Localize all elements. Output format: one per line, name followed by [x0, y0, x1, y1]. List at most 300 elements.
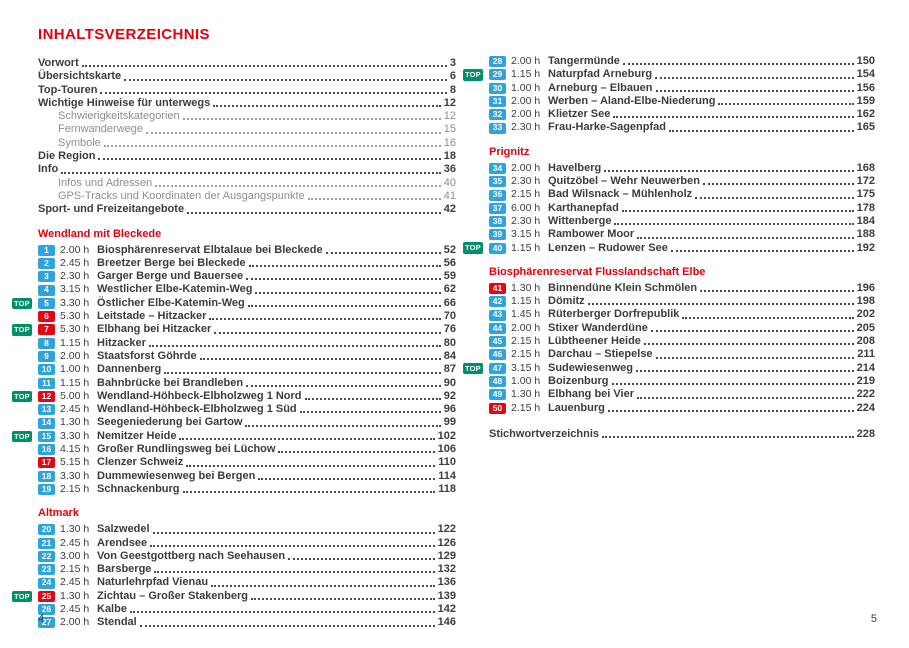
tour-duration: 2.00 h [511, 108, 541, 121]
tour-duration: 2.00 h [511, 94, 541, 107]
dot-leader [251, 598, 435, 600]
tour-page: 219 [856, 374, 875, 387]
tour-title: Arneburg – Elbauen [548, 81, 653, 94]
toc-entry [463, 68, 875, 81]
dot-leader [98, 158, 440, 160]
dot-leader [179, 438, 434, 440]
tour-number-badge: 44 [489, 323, 506, 334]
tour-duration: 1.30 h [60, 523, 90, 536]
tour-duration: 2.00 h [60, 243, 90, 256]
toc-entry [463, 215, 875, 228]
tour-duration: 2.30 h [511, 175, 541, 188]
tour-page: 80 [443, 336, 456, 349]
toc-entry [12, 257, 456, 270]
tour-title: Lauenburg [548, 401, 605, 414]
tour-page: 136 [437, 576, 456, 589]
toc-entry [463, 162, 875, 175]
toc-entry [463, 242, 875, 255]
tour-page: 192 [856, 241, 875, 254]
top-badge-slot [12, 391, 38, 403]
toc-entry [12, 456, 456, 469]
tour-number-badge: 21 [38, 538, 55, 549]
tour-duration: 2.00 h [60, 616, 90, 629]
toc-entry [12, 244, 456, 257]
toc-entry [12, 323, 456, 336]
tour-page: 205 [856, 321, 875, 334]
tour-title: Boizenburg [548, 374, 609, 387]
tour-number-badge: 47 [489, 363, 506, 374]
front-matter-entry [12, 203, 456, 216]
tour-title: Östlicher Elbe-Katemin-Weg [97, 296, 245, 309]
tour-duration: 1.30 h [60, 416, 90, 429]
tour-duration: 2.15 h [511, 348, 541, 361]
tour-title: Lübtheener Heide [548, 335, 641, 348]
tour-page: 165 [856, 121, 875, 134]
dot-leader [614, 223, 853, 225]
toc-entry [463, 188, 875, 201]
tour-duration: 5.30 h [60, 323, 90, 336]
tour-number-badge: 42 [489, 296, 506, 307]
tour-title: Nemitzer Heide [97, 429, 177, 442]
tour-title: Rüterberger Dorfrepublik [548, 308, 680, 321]
section-heading: Prignitz [489, 145, 530, 158]
tour-duration: 6.00 h [511, 201, 541, 214]
toc-entry [12, 377, 456, 390]
toc-entry [12, 443, 456, 456]
tour-number-badge: 23 [38, 564, 55, 575]
toc-entry [12, 270, 456, 283]
dot-leader [164, 372, 441, 374]
tour-number-badge: 35 [489, 176, 506, 187]
dot-leader [82, 65, 447, 67]
tour-page: 198 [856, 295, 875, 308]
tour-page: 154 [856, 68, 875, 81]
dot-leader [246, 385, 441, 387]
top-badge: TOP [14, 591, 30, 601]
toc-entry [463, 402, 875, 415]
page-title: INHALTSVERZEICHNIS [38, 26, 210, 43]
dot-leader [246, 278, 441, 280]
tour-title: Dannenberg [97, 363, 162, 376]
tour-title: Biosphärenreservat Elbtalaue bei Bleckede [97, 243, 323, 256]
top-badge: TOP [465, 243, 481, 253]
tour-title: Dömitz [548, 295, 585, 308]
tour-title: Frau-Harke-Sagenpfad [548, 121, 666, 134]
tour-title: Wendland-Höhbeck-Elbholzweg 1 Süd [97, 403, 297, 416]
tour-title: Tangermünde [548, 55, 620, 67]
toc-entry [12, 470, 456, 483]
entry-label: Infos und Adressen [58, 176, 153, 189]
dot-leader [186, 465, 435, 467]
tour-number-badge: 22 [38, 551, 55, 562]
tour-number-badge: 18 [38, 471, 55, 482]
tour-number-badge: 2 [38, 258, 55, 269]
toc-entry [12, 563, 456, 576]
tour-number-badge: 13 [38, 404, 55, 415]
tour-duration: 2.00 h [60, 349, 90, 362]
tour-page: 102 [437, 429, 456, 442]
top-badge-slot [463, 69, 489, 81]
dot-leader [209, 318, 440, 320]
front-matter-entry [12, 150, 456, 163]
entry-label: Fernwanderwege [58, 123, 143, 136]
top-badge: TOP [14, 325, 30, 335]
dot-leader [308, 198, 441, 200]
dot-leader [588, 303, 854, 305]
dot-leader [608, 410, 854, 412]
page-number-left: 4 [38, 613, 45, 625]
toc-entry [12, 416, 456, 429]
dot-leader [703, 183, 854, 185]
tour-duration: 2.30 h [511, 121, 541, 134]
tour-title: Schnackenburg [97, 482, 180, 495]
tour-page: 150 [856, 55, 875, 67]
tour-duration: 5.30 h [60, 310, 90, 323]
tour-duration: 3.30 h [60, 296, 90, 309]
tour-number-badge: 10 [38, 364, 55, 375]
dot-leader [671, 250, 854, 252]
tour-page: 62 [443, 283, 456, 296]
toc-entry [12, 576, 456, 589]
tour-number-badge: 46 [489, 349, 506, 360]
tour-number-badge: 19 [38, 484, 55, 495]
tour-duration: 2.30 h [511, 214, 541, 227]
tour-duration: 1.15 h [511, 68, 541, 81]
page-number-right: 5 [870, 613, 877, 625]
toc-entry [12, 390, 456, 403]
tour-duration: 1.00 h [60, 363, 90, 376]
dot-leader [183, 118, 441, 120]
tour-duration: 2.15 h [511, 188, 541, 201]
tour-duration: 1.30 h [511, 388, 541, 401]
tour-title: Elbhang bei Vier [548, 388, 634, 401]
toc-entry [463, 308, 875, 321]
dot-leader [669, 130, 854, 132]
toc-entry [12, 337, 456, 350]
tour-duration: 2.45 h [60, 403, 90, 416]
tour-page: 59 [443, 270, 456, 283]
tour-number-badge: 11 [38, 378, 55, 389]
tour-duration: 1.30 h [511, 281, 541, 294]
tour-number-badge: 41 [489, 283, 506, 294]
dot-leader [245, 425, 440, 427]
tour-title: Seegeniederung bei Gartow [97, 416, 243, 429]
toc-entry [12, 537, 456, 550]
tour-title: Großer Rundlingsweg bei Lüchow [97, 443, 276, 456]
entry-label: Stichwortverzeichnis [489, 427, 600, 440]
dot-leader [612, 383, 854, 385]
tour-title: Garger Berge und Bauersee [97, 270, 244, 283]
tour-duration: 3.30 h [60, 469, 90, 482]
tour-number-badge: 27 [38, 617, 55, 628]
tour-title: Clenzer Schweiz [97, 456, 184, 469]
tour-page: 175 [856, 188, 875, 201]
tour-title: Von Geestgottberg nach Seehausen [97, 549, 286, 562]
dot-leader [637, 397, 854, 399]
tour-page: 156 [856, 81, 875, 94]
right-page-column [463, 55, 875, 441]
entry-page: 18 [443, 150, 456, 163]
tour-duration: 1.15 h [511, 241, 541, 254]
top-badge: TOP [465, 70, 481, 80]
tour-duration: 4.15 h [60, 443, 90, 456]
tour-page: 84 [443, 349, 456, 362]
tour-duration: 1.45 h [511, 308, 541, 321]
front-matter-entry [12, 84, 456, 97]
dot-leader [155, 185, 441, 187]
section-heading: Altmark [38, 507, 79, 520]
toc-entry [463, 95, 875, 108]
tour-title: Staatsforst Göhrde [97, 349, 197, 362]
tour-page: 76 [443, 323, 456, 336]
tour-title: Kalbe [97, 602, 127, 615]
tour-title: Darchau – Stiepelse [548, 348, 653, 361]
tour-duration: 5.00 h [60, 389, 90, 402]
tour-title: Salzwedel [97, 523, 150, 536]
dot-leader [300, 411, 441, 413]
tour-title: Stixer Wanderdüne [548, 321, 648, 334]
entry-page: 36 [443, 163, 456, 176]
dot-leader [214, 332, 440, 334]
tour-number-badge: 49 [489, 389, 506, 400]
tour-duration: 2.45 h [60, 256, 90, 269]
tour-number-badge: 16 [38, 444, 55, 455]
tour-duration: 1.15 h [511, 295, 541, 308]
front-matter-list [12, 57, 456, 217]
entry-page: 42 [443, 203, 456, 216]
entry-page: 228 [856, 427, 875, 440]
top-badge-slot [12, 324, 38, 336]
front-matter-entry [12, 70, 456, 83]
tour-page: 168 [856, 161, 875, 174]
dot-leader [100, 92, 446, 94]
dot-leader [655, 77, 854, 79]
entry-page: 12 [443, 96, 456, 109]
tour-title: Quitzöbel – Wehr Neuwerben [548, 175, 700, 188]
tour-page: 162 [856, 108, 875, 121]
tour-duration: 5.15 h [60, 456, 90, 469]
dot-leader [213, 105, 440, 107]
tour-duration: 2.45 h [60, 536, 90, 549]
top-badge: TOP [14, 431, 30, 441]
tour-title: Zichtau – Großer Stakenberg [97, 589, 248, 602]
tour-page: 132 [437, 563, 456, 576]
top-badge-slot [463, 242, 489, 254]
tour-page: 96 [443, 403, 456, 416]
tour-page: 224 [856, 401, 875, 414]
tour-page: 122 [437, 523, 456, 536]
dot-leader [604, 170, 853, 172]
tour-number-badge: 17 [38, 457, 55, 468]
dot-leader [187, 212, 441, 214]
tour-page: 52 [443, 243, 456, 256]
entry-label: GPS-Tracks und Koordinaten der Ausgangspunkte [58, 189, 305, 202]
dot-leader [130, 611, 435, 613]
toc-entry [12, 310, 456, 323]
tour-duration: 2.15 h [511, 335, 541, 348]
toc-entry [463, 335, 875, 348]
tour-number-badge: 5 [38, 298, 55, 309]
tour-number-badge: 34 [489, 163, 506, 174]
dot-leader [700, 290, 854, 292]
tour-duration: 1.00 h [511, 374, 541, 387]
tour-title: Lenzen – Rudower See [548, 241, 668, 254]
left-sections [12, 228, 456, 630]
dot-leader [656, 90, 854, 92]
tour-number-badge: 33 [489, 123, 506, 134]
entry-page: 3 [449, 57, 456, 69]
tour-duration: 2.00 h [511, 55, 541, 67]
entry-label: Wichtige Hinweise für unterwegs [38, 96, 211, 109]
toc-entry [463, 228, 875, 241]
toc-entry [12, 297, 456, 310]
toc-entry [463, 295, 875, 308]
tour-number-badge: 7 [38, 324, 55, 335]
tour-page: 139 [437, 589, 456, 602]
dot-leader [695, 197, 853, 199]
tour-number-badge: 6 [38, 311, 55, 322]
toc-entry [463, 388, 875, 401]
dot-leader [248, 305, 441, 307]
front-matter-entry [12, 57, 456, 70]
tour-title: Leitstade – Hitzacker [97, 310, 207, 323]
tour-page: 208 [856, 335, 875, 348]
tour-page: 66 [443, 296, 456, 309]
tour-page: 99 [443, 416, 456, 429]
tour-page: 214 [856, 361, 875, 374]
left-page-column [12, 26, 456, 630]
dot-leader [61, 172, 441, 174]
tour-title: Karthanepfad [548, 201, 619, 214]
entry-label: Übersichtskarte [38, 70, 122, 83]
toc-entry [463, 282, 875, 295]
toc-entry [463, 375, 875, 388]
dot-leader [140, 625, 435, 627]
tour-duration: 1.15 h [60, 376, 90, 389]
dot-leader [278, 451, 434, 453]
tour-page: 56 [443, 256, 456, 269]
tour-number-badge: 45 [489, 336, 506, 347]
top-badge: TOP [14, 298, 30, 308]
tour-page: 114 [438, 469, 456, 482]
entry-label: Die Region [38, 150, 96, 163]
tour-duration: 1.15 h [60, 336, 90, 349]
entry-label: Info [38, 163, 59, 176]
dot-leader [288, 558, 435, 560]
tour-title: Westlicher Elbe-Katemin-Weg [97, 283, 253, 296]
tour-page: 159 [856, 94, 875, 107]
tour-duration: 3.30 h [60, 429, 90, 442]
top-badge-slot [12, 431, 38, 443]
front-matter-entry [12, 137, 456, 150]
tour-title: Hitzacker [97, 336, 146, 349]
dot-leader [154, 571, 434, 573]
toc-entry [463, 121, 875, 134]
tour-page: 106 [437, 443, 456, 456]
dot-leader [149, 345, 441, 347]
tour-duration: 2.15 h [60, 482, 90, 495]
tour-duration: 3.15 h [511, 228, 541, 241]
tour-page: 90 [443, 376, 456, 389]
toc-entry [463, 348, 875, 361]
tour-number-badge: 25 [38, 591, 55, 602]
tour-number-badge: 1 [38, 245, 55, 256]
toc-entry [463, 108, 875, 121]
tour-title: Breetzer Berge bei Bleckede [97, 256, 246, 269]
entry-label: Schwierigkeitskategorien [58, 110, 180, 123]
tour-duration: 3.15 h [60, 283, 90, 296]
tour-page: 118 [438, 482, 456, 495]
dot-leader [623, 63, 854, 65]
tour-duration: 2.15 h [511, 401, 541, 414]
toc-entry [12, 363, 456, 376]
tour-page: 142 [437, 602, 456, 615]
entry-page: 16 [443, 136, 456, 149]
tour-number-badge: 15 [38, 431, 55, 442]
dot-leader [150, 545, 435, 547]
top-badge-slot [463, 363, 489, 375]
tour-duration: 2.00 h [511, 321, 541, 334]
dot-leader [124, 79, 447, 81]
tour-duration: 2.00 h [511, 161, 541, 174]
tour-title: Klietzer See [548, 108, 611, 121]
dot-leader [682, 317, 853, 319]
toc-entry [463, 55, 875, 68]
tour-title: Havelberg [548, 161, 602, 174]
top-badge-slot [12, 298, 38, 310]
front-matter-entry [12, 110, 456, 123]
top-badge: TOP [465, 363, 481, 373]
tour-page: 87 [443, 363, 456, 376]
toc-entry [12, 403, 456, 416]
tour-duration: 3.15 h [511, 361, 541, 374]
tour-duration: 1.30 h [60, 589, 90, 602]
dot-leader [613, 116, 853, 118]
toc-entry [463, 362, 875, 375]
tour-title: Bad Wilsnack – Mühlenholz [548, 188, 693, 201]
dot-leader [153, 532, 435, 534]
tour-page: 211 [857, 348, 875, 361]
tour-number-badge: 38 [489, 216, 506, 227]
dot-leader [146, 132, 441, 134]
dot-leader [644, 343, 854, 345]
tour-duration: 2.15 h [60, 563, 90, 576]
tour-number-badge: 20 [38, 524, 55, 535]
tour-number-badge: 14 [38, 418, 55, 429]
dot-leader [718, 103, 853, 105]
tour-title: Barsberge [97, 563, 152, 576]
toc-entry [463, 175, 875, 188]
tour-number-badge: 8 [38, 338, 55, 349]
entry-page: 40 [443, 176, 456, 189]
toc-entry [12, 483, 456, 496]
tour-page: 110 [438, 456, 456, 469]
tour-number-badge: 39 [489, 229, 506, 240]
toc-entry [12, 550, 456, 563]
tour-title: Wendland-Höhbeck-Elbholzweg 1 Nord [97, 389, 302, 402]
toc-entry [12, 430, 456, 443]
entry-label: Vorwort [38, 57, 79, 69]
tour-page: 146 [437, 616, 456, 629]
dot-leader [637, 237, 853, 239]
tour-duration: 2.45 h [60, 602, 90, 615]
section-heading: Biosphärenreservat Flusslandschaft Elbe [489, 265, 706, 278]
tour-number-badge: 26 [38, 604, 55, 615]
right-sections [463, 55, 875, 415]
toc-entry [12, 283, 456, 296]
tour-title: Binnendüne Klein Schmölen [548, 281, 698, 294]
tour-number-badge: 32 [489, 109, 506, 120]
